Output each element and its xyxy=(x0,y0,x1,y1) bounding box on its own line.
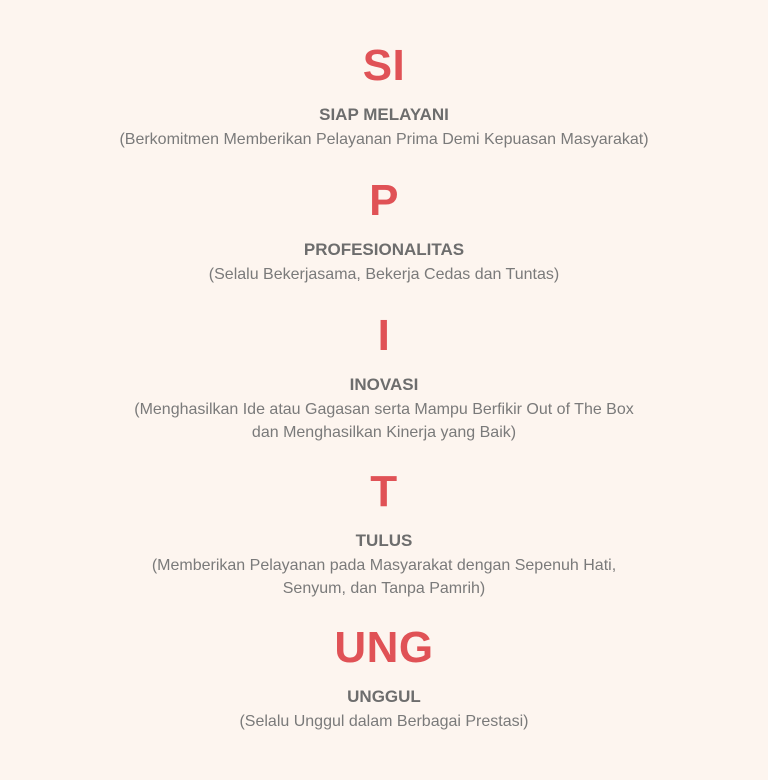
value-acronym: SI xyxy=(362,41,406,90)
value-block-unggul xyxy=(0,624,768,733)
value-acronym: I xyxy=(377,311,391,360)
value-description-line: (Menghasilkan Ide atau Gagasan serta Mampu Berfikir Out of The Box xyxy=(134,401,634,418)
value-title: TULUS xyxy=(355,531,413,550)
value-description xyxy=(0,554,768,600)
value-title: UNGGUL xyxy=(347,687,421,706)
value-description-line: (Berkomitmen Memberikan Pelayanan Prima Demi Kepuasan Masyarakat) xyxy=(119,131,649,148)
value-acronym: UNG xyxy=(334,623,434,672)
value-description xyxy=(0,128,768,151)
value-title: PROFESIONALITAS xyxy=(303,240,465,259)
value-description xyxy=(0,710,768,733)
value-description-line: (Selalu Bekerjasama, Bekerja Cedas dan Tuntas) xyxy=(208,266,560,283)
value-description-line: (Selalu Unggul dalam Berbagai Prestasi) xyxy=(239,713,529,730)
value-acronym: T xyxy=(370,467,398,516)
value-title: INOVASI xyxy=(349,375,419,394)
value-title: SIAP MELAYANI xyxy=(319,105,449,124)
value-description-line: (Memberikan Pelayanan pada Masyarakat dengan Sepenuh Hati, xyxy=(151,557,617,574)
value-description xyxy=(0,398,768,444)
value-block-profesionalitas xyxy=(0,177,768,286)
value-block-inovasi xyxy=(0,312,768,444)
value-description-line: Senyum, dan Tanpa Pamrih) xyxy=(282,580,486,597)
value-block-tulus xyxy=(0,468,768,600)
value-block-siap-melayani xyxy=(0,42,768,151)
value-description xyxy=(0,263,768,286)
value-acronym: P xyxy=(369,176,399,225)
value-description-line: dan Menghasilkan Kinerja yang Baik) xyxy=(251,424,517,441)
